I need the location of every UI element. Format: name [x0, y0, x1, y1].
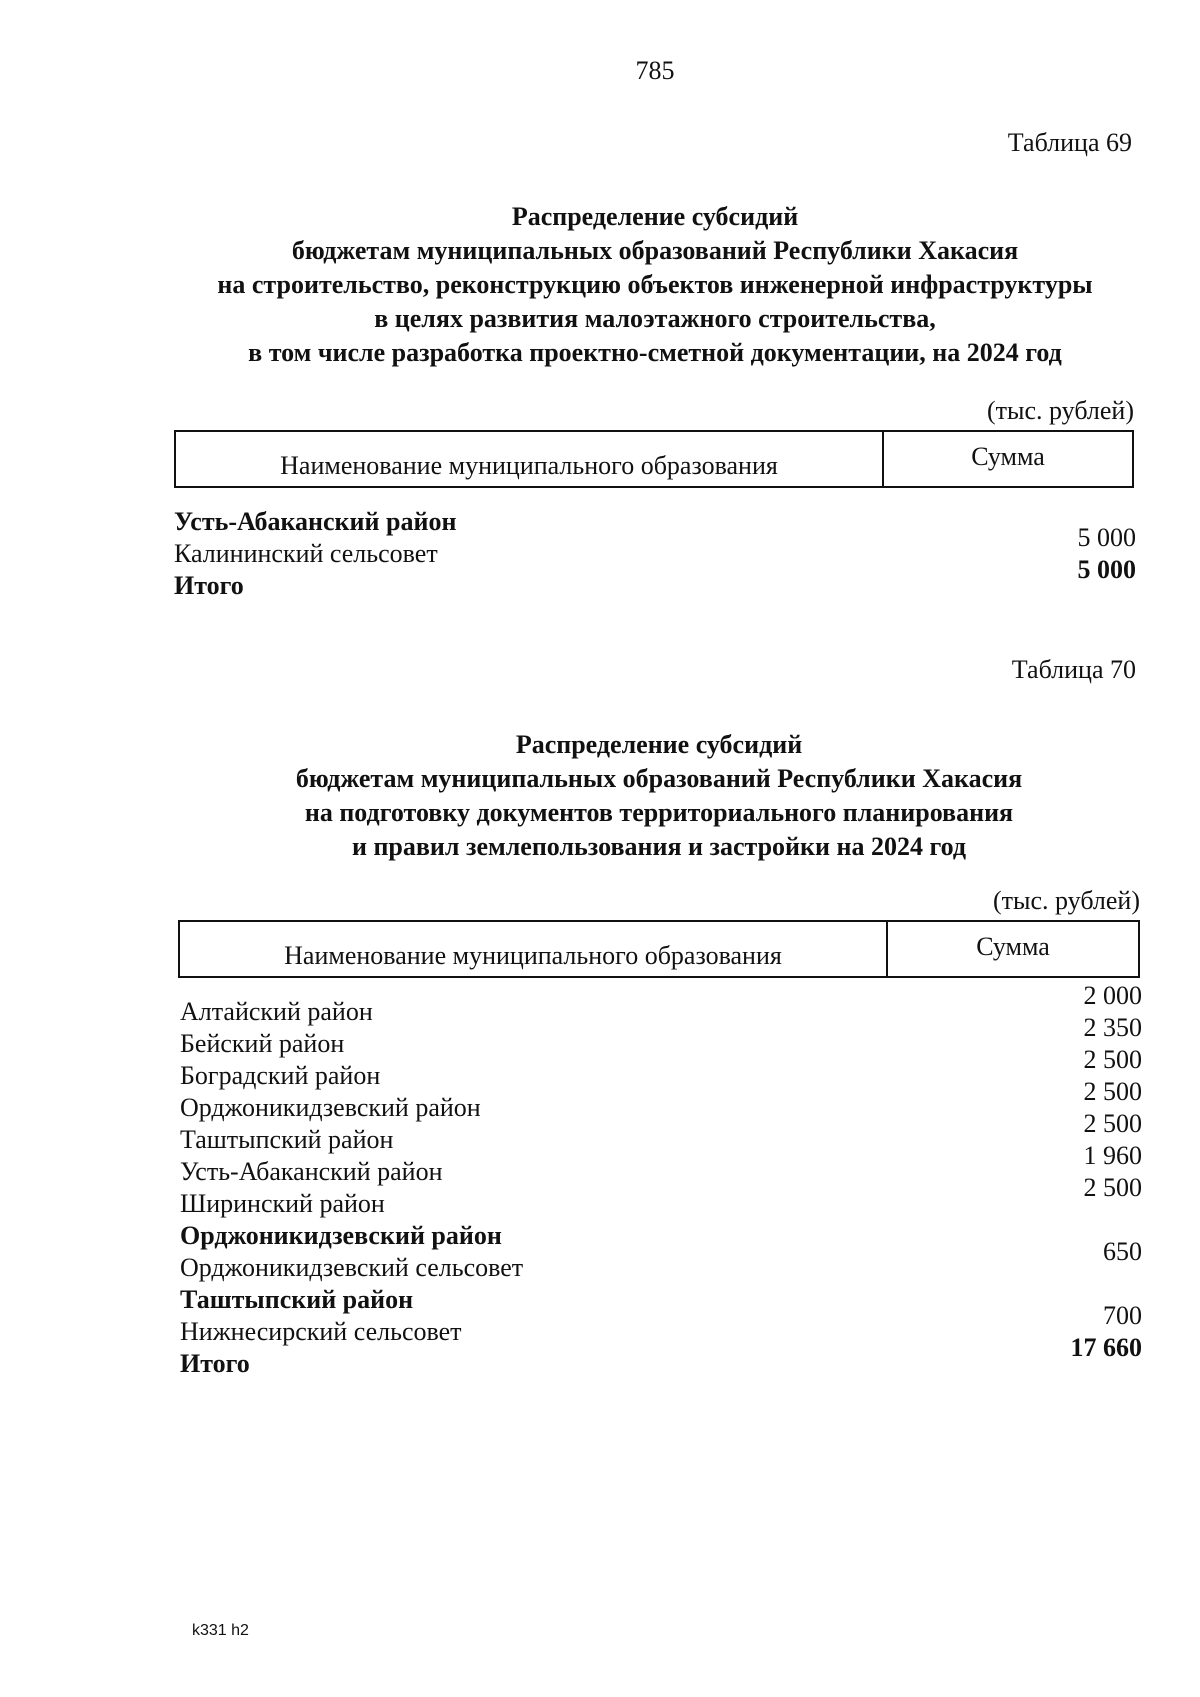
table-70-label: Таблица 70 — [1011, 655, 1136, 684]
row-name: Ширинский район — [180, 1189, 385, 1218]
row-value: 2 500 — [1083, 1077, 1142, 1106]
table-70-rows — [180, 981, 1142, 1378]
row-name: Боградский район — [180, 1061, 381, 1090]
table-69-rows — [174, 500, 1136, 600]
table-row — [174, 500, 1136, 536]
table-69-title-line: на строительство, реконструкцию объектов инженерной инфраструктуры — [217, 270, 1093, 299]
table-69-header — [174, 430, 1134, 488]
row-value: 17 660 — [1070, 1333, 1142, 1362]
row-value: 2 500 — [1083, 1109, 1142, 1138]
table-69-title-line: бюджетам муниципальных образований Республики Хакасия — [291, 236, 1019, 265]
row-value: 2 500 — [1083, 1173, 1142, 1202]
table-row — [180, 1109, 1142, 1154]
table-row — [174, 555, 1136, 600]
table-row — [180, 1173, 1142, 1218]
row-value: 2 000 — [1083, 981, 1142, 1010]
row-name: Орджоникидзевский сельсовет — [180, 1253, 524, 1282]
table-row — [180, 1013, 1142, 1058]
table-69-header-sum: Сумма — [971, 442, 1045, 471]
row-value: 1 960 — [1083, 1141, 1142, 1170]
row-value: 650 — [1103, 1237, 1142, 1266]
table-69-title — [0, 200, 1200, 370]
row-name: Усть-Абаканский район — [180, 1157, 443, 1186]
table-69-units: (тыс. рублей) — [986, 396, 1134, 425]
table-row — [180, 1077, 1142, 1122]
table-row — [174, 523, 1136, 568]
page-number: 785 — [635, 56, 675, 85]
table-70-header-sum: Сумма — [976, 932, 1050, 961]
table-row — [180, 1045, 1142, 1090]
row-value: 700 — [1103, 1301, 1142, 1330]
table-row — [180, 1214, 1142, 1250]
row-value: 5 000 — [1077, 555, 1136, 584]
table-70-title-line: и правил землепользования и застройки на 2024 год — [351, 832, 967, 861]
table-69-label: Таблица 69 — [1007, 128, 1132, 157]
table-row — [180, 1141, 1142, 1186]
row-name: Усть-Абаканский район — [174, 507, 457, 536]
table-70-header — [178, 920, 1140, 978]
table-69-title-line: Распределение субсидий — [511, 202, 799, 231]
table-70-title-line: на подготовку документов территориального планирования — [304, 798, 1014, 827]
table-row — [180, 981, 1142, 1026]
row-value: 2 500 — [1083, 1045, 1142, 1074]
row-name: Итого — [180, 1349, 250, 1378]
row-value: 5 000 — [1077, 523, 1136, 552]
row-name: Таштыпский район — [180, 1125, 394, 1154]
table-69-title-line: в том числе разработка проектно-сметной документации, на 2024 год — [248, 338, 1062, 367]
table-69-header-name: Наименование муниципального образования — [176, 432, 884, 486]
table-row — [180, 1301, 1142, 1346]
table-row — [180, 1333, 1142, 1378]
row-name: Калининский сельсовет — [174, 539, 438, 568]
table-69-title-line: в целях развития малоэтажного строительства, — [374, 304, 936, 333]
row-name: Орджоникидзевский район — [180, 1093, 481, 1122]
row-name: Итого — [174, 571, 244, 600]
table-row — [180, 1237, 1142, 1282]
row-name: Таштыпский район — [180, 1285, 414, 1314]
table-70-units: (тыс. рублей) — [992, 886, 1140, 915]
row-value: 2 350 — [1083, 1013, 1142, 1042]
table-70-title — [0, 728, 1200, 864]
row-name: Нижнесирский сельсовет — [180, 1317, 462, 1346]
table-70-title-line: бюджетам муниципальных образований Республики Хакасия — [295, 764, 1023, 793]
table-row — [180, 1278, 1142, 1314]
row-name: Орджоникидзевский район — [180, 1221, 502, 1250]
row-name: Бейский район — [180, 1029, 345, 1058]
table-70-title-line: Распределение субсидий — [515, 730, 803, 759]
footer-code: k331 h2 — [192, 1622, 249, 1639]
row-name: Алтайский район — [180, 997, 373, 1026]
table-70-header-name: Наименование муниципального образования — [180, 922, 888, 976]
